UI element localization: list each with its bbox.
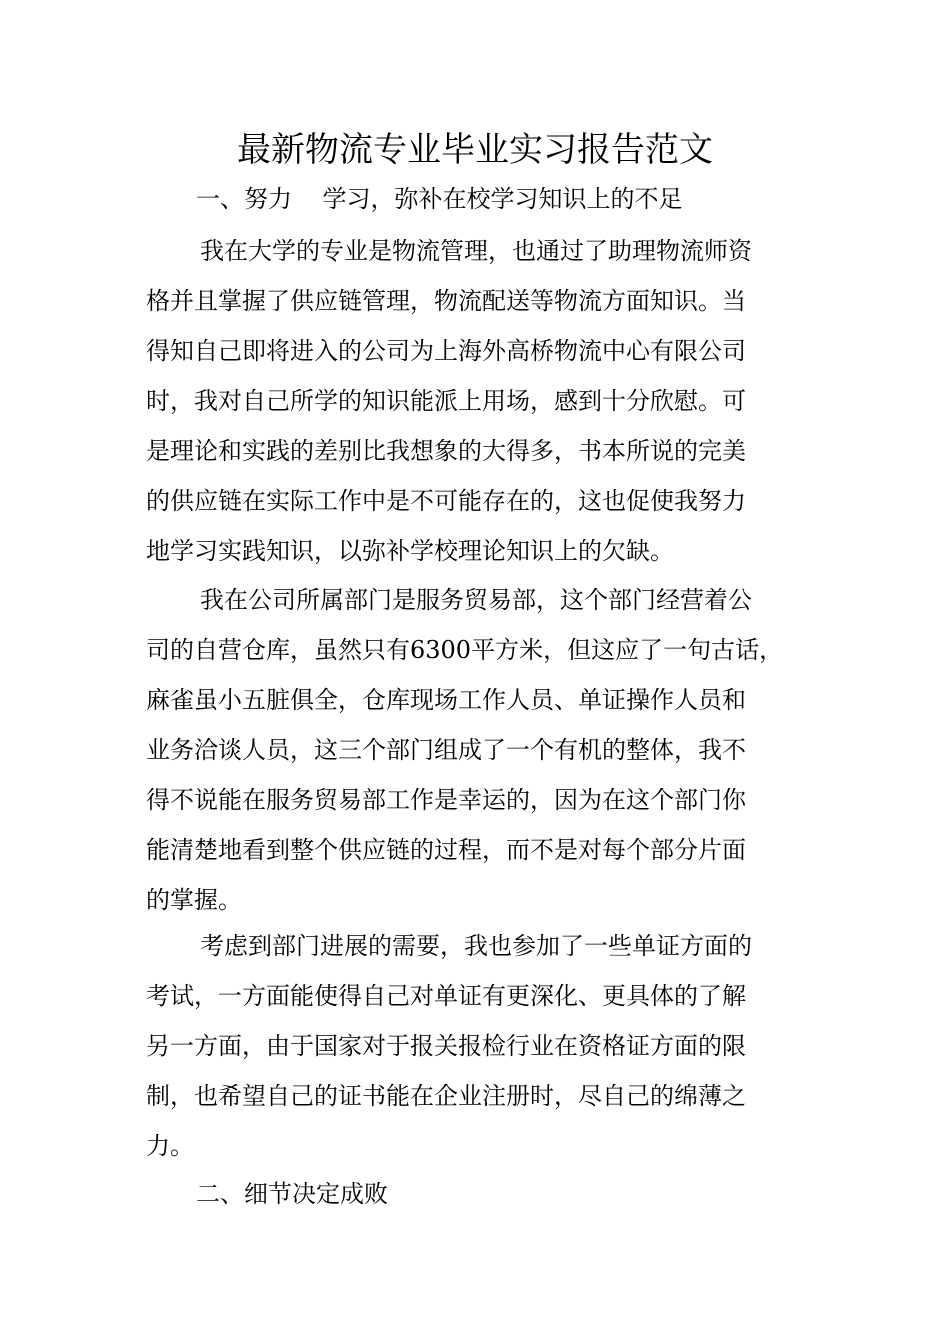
paragraph-line: 我在公司所属部门是服务贸易部，这个部门经营着公	[200, 586, 752, 614]
paragraph-3	[146, 921, 806, 1171]
paragraph-line: 是理论和实践的差别比我想象的大得多，书本所说的完美	[146, 437, 746, 465]
paragraph-line: 的掌握。	[146, 886, 242, 914]
paragraph-line: 力。	[146, 1132, 194, 1160]
paragraph-line: 得知自己即将进入的公司为上海外高桥物流中心有限公司	[146, 337, 746, 365]
paragraph-line: 制，也希望自己的证书能在企业注册时，尽自己的绵薄之	[146, 1082, 746, 1110]
document-title: 最新物流专业毕业实习报告范文	[237, 130, 713, 170]
section-heading-2: 二、细节决定成败	[196, 1180, 388, 1208]
paragraph-line: 我在大学的专业是物流管理，也通过了助理物流师资	[200, 237, 752, 265]
paragraph-line: 的供应链在实际工作中是不可能存在的，这也促使我努力	[146, 487, 746, 515]
paragraph-line: 时，我对自己所学的知识能派上用场，感到十分欣慰。可	[146, 387, 746, 415]
section-heading-1: 一、努力 学习，弥补在校学习知识上的不足	[196, 185, 683, 213]
paragraph-line: 麻雀虽小五脏俱全，仓库现场工作人员、单证操作人员和	[146, 686, 746, 714]
paragraph-line: 得不说能在服务贸易部工作是幸运的，因为在这个部门你	[146, 786, 746, 814]
paragraph-line: 另一方面，由于国家对于报关报检行业在资格证方面的限	[146, 1032, 746, 1060]
paragraph-line: 司的自营仓库，虽然只有6300平方米，但这应了一句古话，	[146, 636, 784, 664]
paragraph-line: 格并且掌握了供应链管理，物流配送等物流方面知识。当	[146, 287, 746, 315]
paragraph-2	[146, 575, 806, 925]
paragraph-line: 考试，一方面能使得自己对单证有更深化、更具体的了解	[146, 982, 746, 1010]
paragraph-line: 业务洽谈人员，这三个部门组成了一个有机的整体，我不	[146, 736, 746, 764]
paragraph-line: 地学习实践知识，以弥补学校理论知识上的欠缺。	[146, 537, 674, 565]
paragraph-1	[146, 226, 806, 576]
paragraph-line: 考虑到部门进展的需要，我也参加了一些单证方面的	[200, 932, 752, 960]
paragraph-line: 能清楚地看到整个供应链的过程，而不是对每个部分片面	[146, 836, 746, 864]
